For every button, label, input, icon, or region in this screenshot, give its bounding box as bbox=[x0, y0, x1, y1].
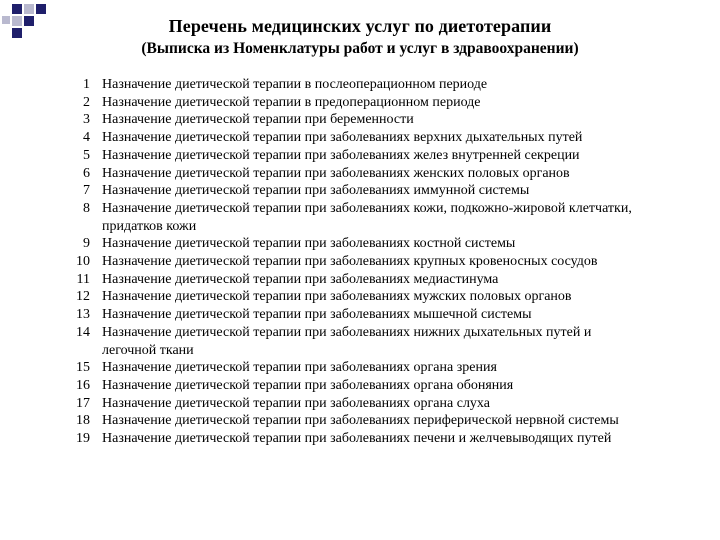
service-number: 2 bbox=[83, 94, 90, 110]
service-number: 6 bbox=[83, 165, 90, 181]
service-item bbox=[66, 235, 666, 253]
service-item bbox=[66, 253, 666, 271]
service-number: 9 bbox=[83, 236, 90, 252]
service-item bbox=[66, 76, 666, 94]
service-number: 1 bbox=[83, 77, 90, 92]
service-text: Назначение диетической терапии при заболеваниях иммунной системы bbox=[102, 183, 530, 199]
service-number: 13 bbox=[76, 307, 90, 323]
decor-square bbox=[36, 4, 46, 14]
service-number: 19 bbox=[76, 431, 90, 447]
service-text: Назначение диетической терапии при заболеваниях нижних дыхательных путей и легочной ткани bbox=[102, 324, 592, 358]
service-number: 18 bbox=[76, 413, 90, 429]
service-text: Назначение диетической терапии в предоперационном периоде bbox=[102, 94, 481, 110]
service-item bbox=[66, 288, 666, 306]
service-number: 11 bbox=[76, 271, 90, 287]
service-item bbox=[66, 306, 666, 324]
service-text: Назначение диетической терапии при заболеваниях органа зрения bbox=[102, 360, 497, 376]
service-number: 12 bbox=[76, 289, 90, 305]
service-item bbox=[66, 359, 666, 377]
decor-square bbox=[24, 4, 34, 14]
service-text: Назначение диетической терапии при заболеваниях медиастинума bbox=[102, 271, 499, 287]
service-number: 8 bbox=[83, 200, 90, 216]
service-item bbox=[66, 324, 666, 359]
service-text: Назначение диетической терапии при заболеваниях костной системы bbox=[102, 236, 516, 252]
service-item bbox=[66, 395, 666, 413]
service-item bbox=[66, 430, 666, 448]
service-text: Назначение диетической терапии при заболеваниях органа слуха bbox=[102, 395, 490, 411]
service-text: Назначение диетической терапии при заболеваниях верхних дыхательных путей bbox=[102, 130, 583, 146]
service-item bbox=[66, 182, 666, 200]
service-number: 10 bbox=[76, 254, 90, 270]
service-text: Назначение диетической терапии в послеоперационном периоде bbox=[102, 77, 488, 92]
service-number: 15 bbox=[76, 360, 90, 376]
service-item bbox=[66, 147, 666, 165]
service-item bbox=[66, 377, 666, 395]
service-item bbox=[66, 200, 666, 235]
service-number: 5 bbox=[83, 147, 90, 163]
service-text: Назначение диетической терапии при заболеваниях органа обоняния bbox=[102, 377, 514, 393]
service-number: 3 bbox=[83, 112, 90, 128]
service-number: 4 bbox=[83, 130, 90, 146]
service-text: Назначение диетической терапии при заболеваниях крупных кровеносных сосудов bbox=[102, 254, 598, 270]
service-text: Назначение диетической терапии при заболеваниях печени и желчевыводящих путей bbox=[102, 431, 612, 447]
decor-square bbox=[12, 4, 22, 14]
service-text: Назначение диетической терапии при заболеваниях мужских половых органов bbox=[102, 289, 572, 305]
service-text: Назначение диетической терапии при заболеваниях мышечной системы bbox=[102, 307, 532, 323]
service-item bbox=[66, 94, 666, 112]
document-title: Перечень медицинских услуг по диетотерапии bbox=[168, 16, 552, 36]
service-text: Назначение диетической терапии при заболеваниях периферической нервной системы bbox=[102, 413, 619, 429]
service-item bbox=[66, 165, 666, 183]
document-subtitle: (Выписка из Номенклатуры работ и услуг в здравоохранении) bbox=[141, 40, 579, 57]
service-item bbox=[66, 129, 666, 147]
service-text: Назначение диетической терапии при заболеваниях женских половых органов bbox=[102, 165, 570, 181]
service-item bbox=[66, 271, 666, 289]
service-text: Назначение диетической терапии при беременности bbox=[102, 112, 414, 128]
service-item bbox=[66, 111, 666, 129]
services-list bbox=[66, 76, 666, 448]
service-text: Назначение диетической терапии при заболеваниях кожи, подкожно-жировой клетчатки, придатков кожи bbox=[102, 200, 632, 234]
service-number: 16 bbox=[76, 377, 90, 393]
service-number: 17 bbox=[76, 395, 90, 411]
service-text: Назначение диетической терапии при заболеваниях желез внутренней секреции bbox=[102, 147, 580, 163]
service-number: 14 bbox=[76, 324, 90, 340]
service-item bbox=[66, 412, 666, 430]
service-number: 7 bbox=[83, 183, 90, 199]
